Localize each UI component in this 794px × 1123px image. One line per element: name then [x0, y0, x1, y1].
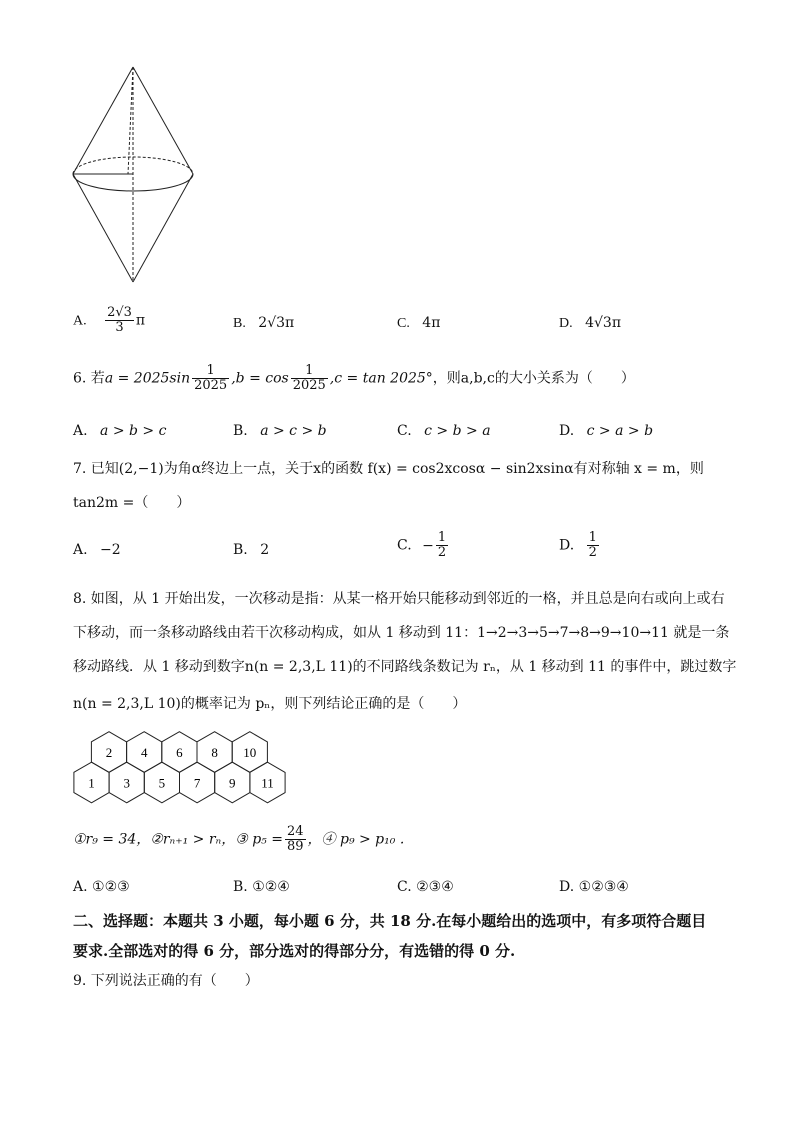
- option-text: 2: [260, 542, 270, 558]
- option-label: A.: [73, 879, 88, 895]
- hex-cell-5: [144, 762, 179, 803]
- hexagon-label: 8: [211, 745, 218, 760]
- hex-cell-7: [180, 762, 215, 803]
- q6-option-b[interactable]: [233, 422, 327, 440]
- hexagon-label: 5: [158, 775, 166, 791]
- fraction: [285, 825, 306, 854]
- option-text: a > c > b: [260, 423, 327, 439]
- hex-cell-8: [197, 732, 232, 773]
- option-label: B.: [233, 423, 248, 439]
- question-8-line-2: 下移动，而一条移动路线由若干次移动构成，如从 1 移动到 11：1→2→3→5→7→8→9→10→11 就是一条: [73, 625, 730, 641]
- section-2-heading-line-1: 二、选择题：本题共 3 小题，每小题 6 分，共 18 分.在每小题给出的选项中，有多项符合题目: [73, 912, 707, 930]
- hex-cell-9: [215, 762, 250, 803]
- q6-option-c[interactable]: [397, 422, 491, 440]
- option-label: C.: [397, 423, 412, 439]
- hexagon-grid-figure: [70, 730, 290, 804]
- statements-part-1: ①r₉ = 34，②rₙ₊₁ > rₙ，③ p₅ =: [73, 831, 283, 848]
- option-label: A.: [73, 313, 87, 329]
- fraction-numerator: 2√3: [107, 305, 132, 320]
- option-text: ①②④: [252, 879, 290, 895]
- option-text: −2: [100, 542, 121, 558]
- hexagon-label: 2: [105, 745, 113, 760]
- q6-option-a[interactable]: [73, 422, 166, 440]
- fraction-numerator: 1: [437, 530, 447, 545]
- q7-option-d[interactable]: [559, 531, 601, 560]
- fraction-numerator: 24: [286, 824, 304, 839]
- fraction-numerator: 1: [192, 364, 229, 379]
- fraction-denominator: 2025: [194, 378, 228, 393]
- option-label: A.: [73, 542, 88, 558]
- option-label: D.: [559, 537, 575, 554]
- q7-option-b[interactable]: [233, 541, 269, 559]
- option-text: 4π: [422, 315, 441, 331]
- hexagon-label: 7: [193, 775, 201, 791]
- q5-option-b[interactable]: [233, 314, 294, 333]
- fraction: [436, 531, 448, 560]
- fraction-numerator: 1: [291, 364, 328, 379]
- hexagon-label: 3: [123, 775, 130, 791]
- question-7-line-2: tan2m =（ ）: [73, 495, 191, 511]
- section-2-heading-line-2: 要求.全部选对的得 6 分，部分选对的得部分分，有选错的得 0 分.: [73, 942, 516, 960]
- fraction-denominator: 89: [286, 839, 304, 854]
- q6-option-d[interactable]: [559, 422, 653, 440]
- q7-option-a[interactable]: [73, 541, 121, 559]
- question-8-line-3: 移动路线．从 1 移动到数字n(n = 2,3,L 11)的不同路线条数记为 rₙ，从 1 移动到 11 的事件中，跳过数字: [73, 659, 737, 675]
- option-text: c > b > a: [424, 423, 491, 439]
- hexagon-label: 10: [243, 745, 257, 760]
- option-label: C.: [397, 537, 412, 554]
- question-9-stem: 9. 下列说法正确的有（ ）: [73, 973, 259, 989]
- hex-cell-2: [91, 732, 126, 773]
- fraction: [105, 306, 134, 335]
- hex-cell-10: [232, 732, 267, 773]
- hexagon-label: 1: [88, 775, 95, 791]
- option-text: ①②③: [92, 879, 130, 895]
- expr-c: ,c = tan 2025°: [329, 370, 433, 387]
- hexagon-label: 11: [261, 775, 274, 791]
- question-8-statements: [73, 825, 404, 854]
- q8-option-a[interactable]: [73, 878, 130, 896]
- q5-option-a[interactable]: [73, 306, 145, 335]
- q8-option-b[interactable]: [233, 878, 290, 896]
- double-cone-figure: [68, 62, 198, 288]
- option-label: C.: [397, 316, 410, 331]
- fraction-denominator: 2: [437, 545, 447, 560]
- question-8-line-1: 8. 如图，从 1 开始出发，一次移动是指：从某一格开始只能移动到邻近的一格，并且总是向右或向上或右: [73, 591, 725, 607]
- hex-cell-6: [162, 732, 197, 773]
- option-text: 2√3π: [258, 315, 295, 331]
- option-text: ①②③④: [578, 879, 629, 895]
- question-7-line-1: 7. 已知(2,−1)为角α终边上一点，关于x的函数 f(x) = cos2xcosα − sin2xsinα有对称轴 x = m，则: [73, 461, 704, 477]
- fraction-numerator: 1: [588, 530, 597, 545]
- option-text: 4√3π: [585, 315, 622, 331]
- fraction-denominator: 3: [115, 320, 124, 335]
- q7-option-c[interactable]: [397, 531, 450, 560]
- question-suffix: ，则a,b,c的大小关系为（ ）: [432, 370, 635, 387]
- fraction-denominator: 2025: [292, 378, 326, 393]
- fraction-denominator: 2: [588, 545, 597, 560]
- hexagon-label: 6: [176, 745, 183, 760]
- fraction: [587, 531, 599, 560]
- q5-option-d[interactable]: [559, 314, 621, 333]
- hexagon-label: 9: [229, 775, 236, 791]
- option-label: A.: [73, 423, 88, 439]
- option-text: a > b > c: [100, 423, 167, 439]
- q8-option-c[interactable]: [397, 878, 454, 896]
- option-label: D.: [559, 423, 575, 439]
- question-8-line-4: n(n = 2,3,L 10)的概率记为 pₙ，则下列结论正确的是（ ）: [73, 696, 467, 712]
- fraction: [192, 364, 229, 393]
- expr-b: ,b = cos: [231, 370, 289, 387]
- hex-cell-1: [74, 762, 109, 803]
- option-label: D.: [559, 879, 575, 895]
- option-label: B.: [233, 542, 248, 558]
- option-label: B.: [233, 879, 248, 895]
- option-label: D.: [559, 316, 573, 331]
- option-text: ②③④: [416, 879, 454, 895]
- option-label: B.: [233, 316, 246, 331]
- hex-cell-3: [109, 762, 144, 803]
- hex-cell-11: [250, 762, 285, 803]
- statements-part-2: ，④ p₉ > p₁₀ .: [307, 831, 405, 848]
- q5-option-c[interactable]: [397, 314, 440, 333]
- question-number: 6. 若: [73, 370, 105, 387]
- question-6-stem: [73, 364, 635, 393]
- option-sign: −: [422, 537, 434, 554]
- pi-symbol: π: [135, 312, 146, 329]
- hexagon-label: 4: [140, 745, 148, 760]
- fraction: [291, 364, 328, 393]
- q8-option-d[interactable]: [559, 878, 629, 896]
- option-label: C.: [397, 879, 412, 895]
- hex-cell-4: [127, 732, 162, 773]
- option-text: c > a > b: [586, 423, 654, 439]
- expr-a: a = 2025sin: [104, 370, 191, 387]
